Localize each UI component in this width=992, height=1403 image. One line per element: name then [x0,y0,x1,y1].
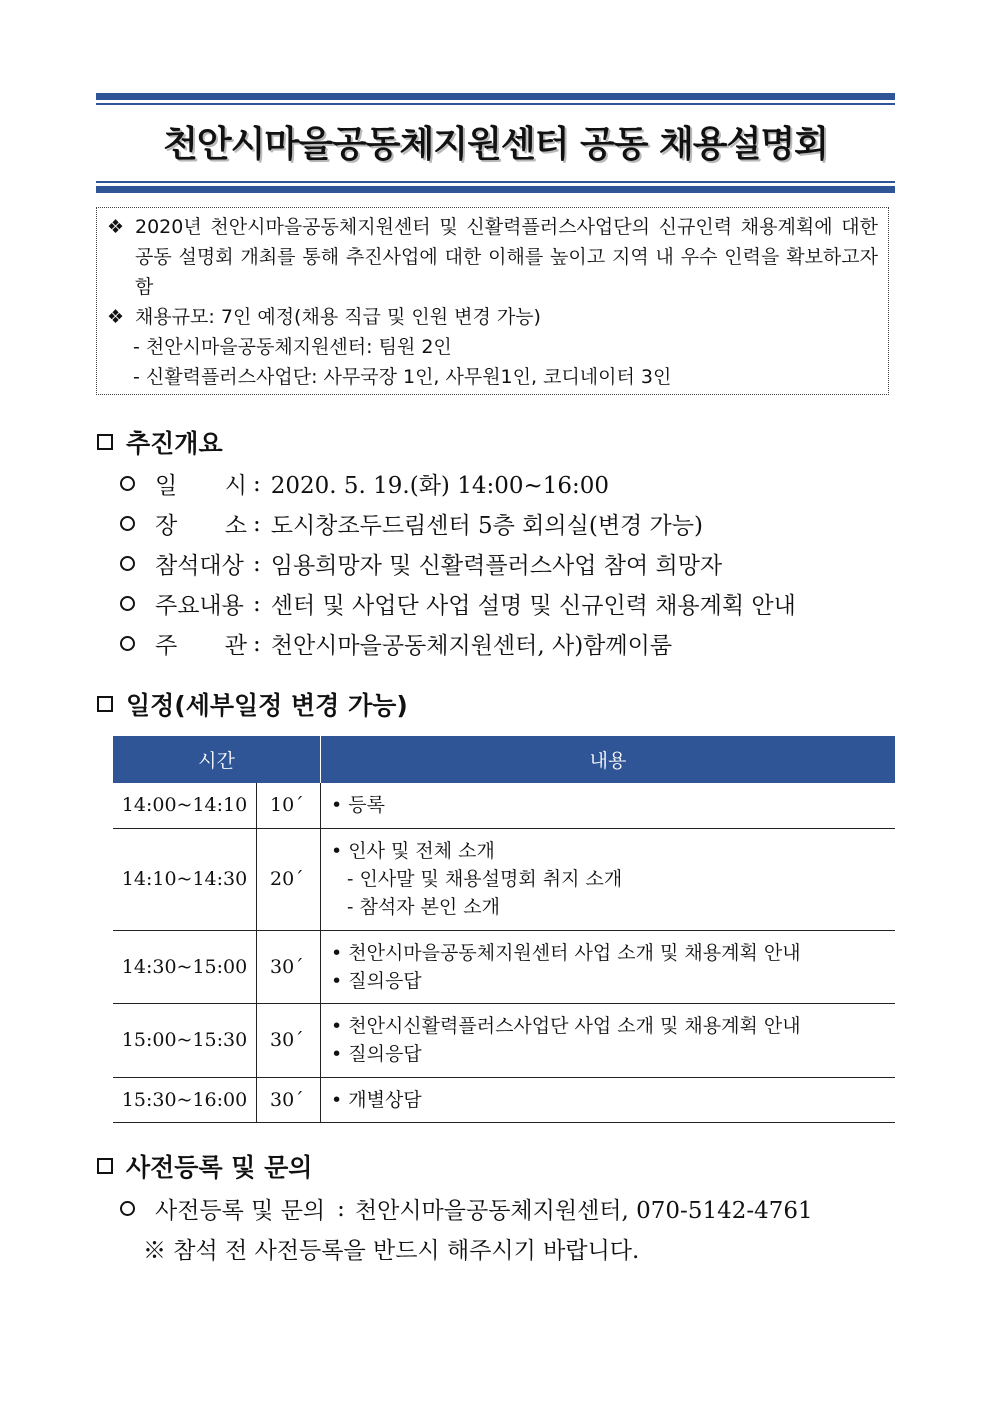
page-title: 천안시마을공동체지원센터 공동 채용설명회 [163,124,828,165]
section-header-inquiry [97,1148,312,1184]
inquiry-value: 천안시마을공동체지원센터, 070-5142-4761 [354,1198,813,1224]
duration-cell: 30´ [257,930,321,1003]
summary-sub-item: - 천안시마을공동체지원센터: 팀원 2인 [133,336,452,358]
colon: : [253,550,261,577]
content-cell [321,1077,896,1122]
duration-cell: 20´ [257,828,321,930]
summary-purpose-text: 2020년 천안시마을공동체지원센터 및 신활력플러스사업단의 신규인력 채용계획에 대한 공동 설명회 개최를 통해 추진사업에 대한 이해를 높이고 지역 내 우수 인력을 확보하고자 함 [135,216,878,298]
table-row [113,930,895,1003]
content-cell [321,930,896,1003]
overview-row-host [120,627,672,660]
overview-value: 천안시마을공동체지원센터, 사)함께이룸 [270,633,673,659]
circle-bullet-icon [120,1201,135,1216]
summary-item [107,212,878,302]
time-cell: 15:00~15:30 [113,1003,257,1077]
circle-bullet-icon [120,516,135,531]
summary-box [96,207,889,395]
circle-bullet-icon [120,596,135,611]
content-cell [321,783,896,828]
time-cell: 15:30~16:00 [113,1077,257,1122]
table-row [113,1077,895,1122]
overview-row-datetime [120,467,609,500]
section-header-overview [97,424,223,460]
section-title: 추진개요 [126,429,223,458]
inquiry-row [120,1192,813,1225]
checkbox-square-icon [97,1158,113,1174]
title-rule-top-thick [96,93,895,100]
schedule-table [113,736,895,1123]
title-rule-bottom-thin [96,181,895,183]
overview-value: 센터 및 사업단 사업 설명 및 신규인력 채용계획 안내 [270,593,796,619]
diamond-bullet-icon: ❖ [107,306,125,328]
checkbox-square-icon [97,434,113,450]
inquiry-label: 사전등록 및 문의 [155,1198,326,1224]
colon: : [253,510,261,537]
section-title: 사전등록 및 문의 [126,1153,313,1182]
time-cell: 14:10~14:30 [113,828,257,930]
table-row [113,1003,895,1077]
section-title: 일정(세부일정 변경 가능) [126,691,408,720]
content-line: • 등록 [331,794,385,817]
content-line: • 인사 및 전체 소개 [331,840,495,862]
header-content: 내용 [321,736,896,783]
header-time: 시간 [113,736,321,783]
overview-value: 도시창조두드림센터 5층 회의실(변경 가능) [270,513,703,539]
duration-cell: 30´ [257,1077,321,1122]
colon: : [253,470,261,497]
summary-item [107,302,878,332]
colon: : [253,630,261,657]
summary-scale-text: 채용규모: 7인 예정(채용 직급 및 인원 변경 가능) [135,306,541,328]
overview-label: 주요내용 [155,593,244,619]
circle-bullet-icon [120,556,135,571]
circle-bullet-icon [120,476,135,491]
time-cell: 14:00~14:10 [113,783,257,828]
diamond-bullet-icon: ❖ [107,216,125,238]
content-sub-line: - 참석자 본인 소개 [347,896,501,918]
content-line: • 천안시신활력플러스사업단 사업 소개 및 채용계획 안내 [331,1015,801,1037]
checkbox-square-icon [97,696,113,712]
registration-note: ※ 참석 전 사전등록을 반드시 해주시기 바랍니다. [143,1238,640,1264]
colon: : [253,590,261,617]
table-row [113,828,895,930]
section-header-schedule [97,686,408,722]
title-rule-bottom-thick [96,186,895,193]
content-line: • 개별상담 [331,1088,422,1111]
overview-value: 임용희망자 및 신활력플러스사업 참여 희망자 [270,553,723,579]
table-row [113,783,895,828]
overview-row-content [120,587,796,620]
overview-value: 2020. 5. 19.(화) 14:00~16:00 [270,473,610,499]
colon: : [337,1195,345,1222]
content-cell [321,828,896,930]
content-line: • 천안시마을공동체지원센터 사업 소개 및 채용계획 안내 [331,941,801,964]
overview-label: 장 소 [155,513,247,539]
overview-row-place [120,507,703,540]
overview-label: 일 시 [155,473,247,499]
summary-sub-item: - 신활력플러스사업단: 사무국장 1인, 사무원1인, 코디네이터 3인 [133,366,672,388]
content-line: • 질의응답 [331,969,422,992]
time-cell: 14:30~15:00 [113,930,257,1003]
content-sub-line: - 인사말 및 채용설명회 취지 소개 [347,868,623,890]
duration-cell: 30´ [257,1003,321,1077]
content-cell [321,1003,896,1077]
overview-row-attendees [120,547,722,580]
content-line: • 질의응답 [331,1043,422,1065]
table-header-row [113,736,895,783]
title-rule-top-thin [96,103,895,105]
overview-label: 주 관 [155,633,247,659]
circle-bullet-icon [120,636,135,651]
overview-label: 참석대상 [155,553,244,579]
duration-cell: 10´ [257,783,321,828]
